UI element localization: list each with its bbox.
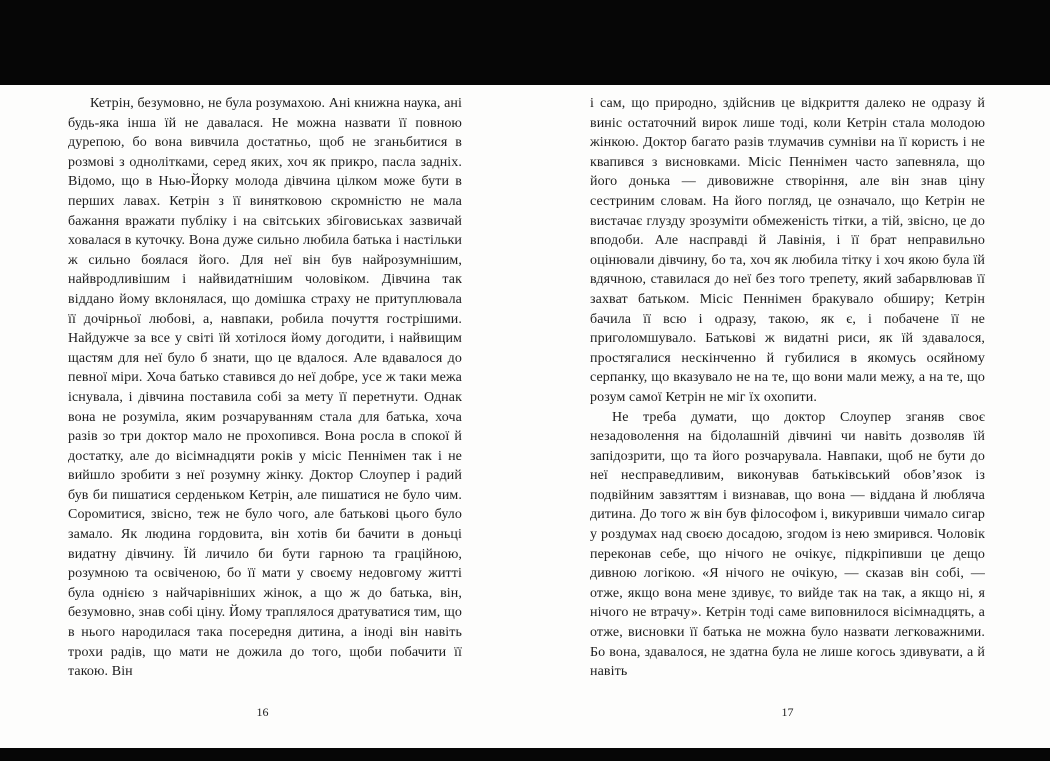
page-left [0,85,525,748]
page-right-number: 17 [781,705,794,719]
page-left-text [68,94,462,682]
paragraph: Кетрін, безумовно, не була розумахою. Ані книжна наука, ані будь-яка інша їй не давалася. Не можна назвати її повною дурепою, бо вона вивчила достатньо, щоб не зганьбитися в розмові з однолітками, серед яких, хоч як прикро, пасла задніх. Відомо, що в Нью-Йорку молода дівчина цілком може бути в перших лавах. Кетрін з її винятковою скромністю не мала бажання вражати публіку і на світських збіговиськах зазвичай ховалася в куточку. Вона дуже сильно любила батька і настільки ж сильно боялася його. Для неї він був найрозумнішим, найвродливішим і найвидатнішим чоловіком. Дівчина так віддано йому вклонялася, що домішка страху не притуплювала її дочірньої любові, а, навпаки, робила почуття гострішими. Найдужче за все у світі їй хотілося йому догодити, і найвищим щастям для неї було б знати, що це вдалося. Але вдавалося до певної міри. Хоча батько ставився до неї добре, усе ж таки межа існувала, і дівчина поставила собі за мету її перетнути. Однак вона не розуміла, яким розчаруванням стала для батька, хоча разів зо три доктор мало не прохопився. Вона росла в спокої й достатку, але до вісімнадцяти років у місіс Пеннімен так і не вийшло зробити з неї розумну жінку. Доктор Слоупер і радий був би пишатися серденьком Кетрін, але пишатися не було чим. Соромитися, звісно, теж не було чого, але батькові цього було замало. Як людина гордовита, він хотів би бачити в доньці видатну дівчину. Їй личило би бути гарною та граційною, розумною та освіченою, бо її мати у своєму недовгому житті була однією з найчарівніших жінок, а що ж до батька, він, безумовно, знав собі ціну. Йому траплялося дратуватися тим, що в нього народилася така посередня дитина, а іноді він навіть трохи радів, що мати не дожила до того, щоби побачити її такою. Він [68,96,462,680]
paragraph: і сам, що природно, здійснив це відкриття далеко не одразу й виніс остаточний вирок лише тоді, коли Кетрін стала молодою жінкою. Доктор багато разів тлумачив сумніви на її користь і не квапився з висновками. Місіс Пеннімен часто запевняла, що його донька — дивовижне створіння, але він знав ціну сестриним словам. На його погляд, це означало, що Кетрін не вистачає глузду зрозуміти обмеженість тітки, а тій, звісно, це до вподоби. Але насправді й Лавінія, і її брат неправильно оцінювали дівчину, бо та, хоч як любила тітку і хоч якою була їй вдячною, ставилася до неї без того трепету, який забарвлював її захват батьком. Місіс Пеннімен бракувало обширу; Кетрін бачила її всю і одразу, такою, як є, і побачене її не приголомшувало. Батькові ж видатні риси, як їй здавалося, простягалися нескінченно й губилися в якомусь осяйному серпанку, що вказувало не на те, що вони мали межу, а на те, що розум самої Кетрін не міг їх охопити. [590,96,985,405]
book-spread [0,85,1050,748]
page-left-number: 16 [256,705,269,719]
paragraph: Не треба думати, що доктор Слоупер зганяв своє незадоволення на бідолашній дівчині чи навіть дозволяв їй запідозрити, що та його розчарувала. Навпаки, щоб не бути до неї несправедливим, виконував батьківський обов’язок із подвійним завзяттям і визнавав, що вона — віддана й любляча дитина. До того ж він був філософом і, викуривши чимало сигар у роздумах над своєю досадою, згодом із нею змирився. Чоловік переконав себе, що нічого не очікує, підкріпивши це дещо дивною логікою. «Я нічого не очікую, — сказав він собі, — отже, якщо вона мене здивує, то вийде так на так, а якщо ні, я нічого не втрачу». Кетрін тоді саме виповнилося вісімнадцять, а отже, висновки її батька не можна було назвати легковажними. Бо вона, здавалося, не здатна була не лише когось здивувати, а й навіть [590,409,985,680]
page-right-text [590,94,985,682]
page-right [525,85,1050,748]
